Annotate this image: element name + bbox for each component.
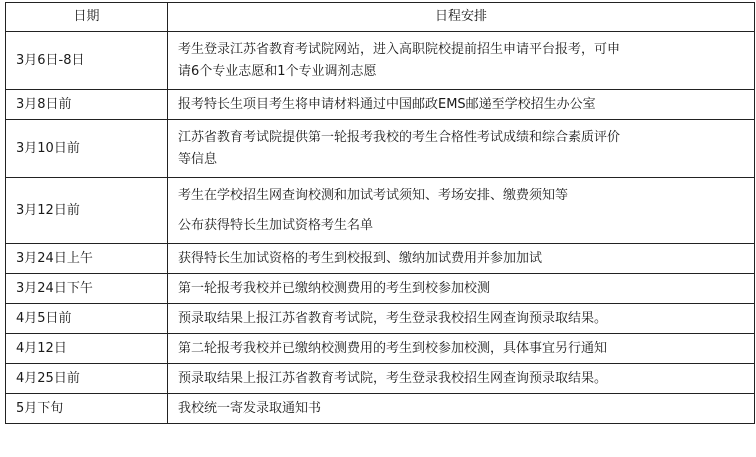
row-date: 4月5日前 [6, 304, 168, 334]
schedule-line: 请6个专业志愿和1个专业调剂志愿 [178, 63, 377, 79]
table-row [6, 244, 755, 274]
schedule-line: 预录取结果上报江苏省教育考试院，考生登录我校招生网查询预录取结果。 [178, 310, 608, 326]
table-row [6, 304, 755, 334]
schedule-line: 第一轮报考我校并已缴纳校测费用的考生到校参加校测 [178, 280, 491, 296]
row-schedule [168, 364, 755, 394]
table-row [6, 274, 755, 304]
schedule-table [5, 2, 755, 424]
row-date: 3月24日下午 [6, 274, 168, 304]
row-schedule [168, 334, 755, 364]
row-date: 3月24日上午 [6, 244, 168, 274]
row-schedule [168, 274, 755, 304]
row-date: 5月下旬 [6, 394, 168, 424]
schedule-line: 考生在学校招生网查询校测和加试考试须知、考场安排、缴费须知等 [178, 187, 569, 203]
row-date: 4月12日 [6, 334, 168, 364]
row-schedule [168, 90, 755, 120]
row-schedule [168, 120, 755, 178]
table-row [6, 178, 755, 244]
schedule-line: 我校统一寄发录取通知书 [178, 400, 322, 416]
row-schedule [168, 394, 755, 424]
header-schedule: 日程安排 [168, 3, 755, 32]
table-row [6, 32, 755, 90]
row-date: 3月10日前 [6, 120, 168, 178]
table-row [6, 120, 755, 178]
row-date: 4月25日前 [6, 364, 168, 394]
table-row [6, 90, 755, 120]
schedule-line: 报考特长生项目考生将申请材料通过中国邮政EMS邮递至学校招生办公室 [178, 96, 596, 112]
schedule-line: 预录取结果上报江苏省教育考试院，考生登录我校招生网查询预录取结果。 [178, 370, 608, 386]
schedule-line: 公布获得特长生加试资格考生名单 [178, 217, 374, 233]
row-schedule [168, 178, 755, 244]
table-row [6, 334, 755, 364]
row-schedule [168, 244, 755, 274]
schedule-line: 第二轮报考我校并已缴纳校测费用的考生到校参加校测，具体事宜另行通知 [178, 340, 608, 356]
row-schedule [168, 32, 755, 90]
schedule-line: 江苏省教育考试院提供第一轮报考我校的考生合格性考试成绩和综合素质评价 [178, 129, 621, 145]
table-row [6, 364, 755, 394]
row-date: 3月8日前 [6, 90, 168, 120]
row-date: 3月12日前 [6, 178, 168, 244]
header-date: 日期 [6, 3, 168, 32]
table-row [6, 394, 755, 424]
row-date: 3月6日-8日 [6, 32, 168, 90]
schedule-line: 等信息 [178, 151, 218, 167]
table-header-row [6, 3, 755, 32]
schedule-line: 获得特长生加试资格的考生到校报到、缴纳加试费用并参加加试 [178, 250, 543, 266]
row-schedule [168, 304, 755, 334]
schedule-line: 考生登录江苏省教育考试院网站，进入高职院校提前招生申请平台报考，可申 [178, 41, 621, 57]
